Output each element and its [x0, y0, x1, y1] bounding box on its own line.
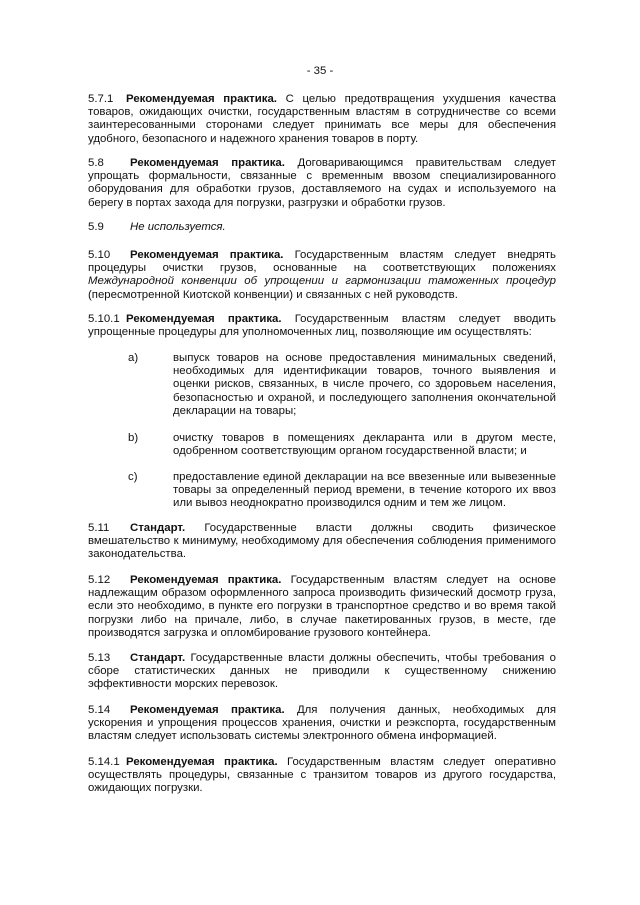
list-item-text: предоставление единой декларации на все ввезенные или вывезенные товары за определенный период времени, в течение которого их ввоз или вывоз неоднократно производился одним и тем же лицом. — [173, 471, 556, 510]
recommended-practice-label: Рекомендуемая практика. — [126, 313, 282, 325]
paragraph-5-8 — [88, 157, 556, 210]
recommended-practice-label: Рекомендуемая практика. — [130, 574, 282, 586]
list-item-text: выпуск товаров на основе предоставления минимальных сведений, необходимых для идентификации товаров, точного выявления и оценки рисков, связанных, в числе прочего, со здоровьем населения, безопасностью и охраной, и последующего заполнения окончательной декларации на товары; — [173, 352, 556, 417]
paragraph-text: (пересмотренной Киотской конвенции) и связанных с ней руководств. — [88, 288, 458, 301]
recommended-practice-label: Рекомендуемая практика. — [130, 249, 284, 261]
paragraph-5-12 — [88, 574, 556, 640]
paragraph-number: 5.14.1 — [88, 756, 120, 768]
paragraph-text: Государственным властям следует на основе надлежащим образом оформленного запроса производить физический досмотр груза, если это необходимо, в пункте его погрузки в транспортное средство и во время такой погрузки либо на причале, либо, в случае пакетированных грузов, в месте, где производятся загрузка и опломбирование грузового контейнера. — [88, 574, 556, 639]
standard-label: Стандарт. — [130, 522, 186, 534]
recommended-practice-label: Рекомендуемая практика. — [126, 93, 277, 105]
paragraph-text: Договаривающимся правительствам следует упрощать формальности, связанные с временным ввозом специализированного оборудования для обработки грузов, доставляемого на судах и используемого на берегу в портах захода для погрузки, разгрузки и обработки грузов. — [88, 157, 556, 209]
paragraph-number: 5.12 — [88, 574, 111, 586]
page-number: - 35 - — [306, 65, 334, 77]
paragraph-text: Государственным властям следует оперативно осуществлять процедуры, связанные с транзитом товаров из другого государства, ожидающих погрузки. — [88, 756, 556, 795]
list-item-label: a) — [128, 352, 139, 364]
paragraph-5-10 — [88, 249, 556, 302]
paragraph-number: 5.10.1 — [88, 313, 120, 325]
list-item-label: b) — [128, 432, 139, 444]
paragraph-number: 5.14 — [88, 704, 111, 716]
paragraph-text: Для получения данных, необходимых для ускорения и упрощения процессов хранения, очистки и реэкспорта, государственным властям следует использовать системы электронного обмена информацией. — [88, 704, 556, 743]
paragraph-text: С целью предотвращения ухудшения качества товаров, ожидающих очистки, государственным властям в сотрудничестве со всеми заинтересованными сторонами следует принимать все меры для обеспечения удобного, безопасного и надежного хранения товаров в порту. — [88, 93, 556, 145]
recommended-practice-label: Рекомендуемая практика. — [130, 704, 285, 716]
paragraph-number: 5.9 — [88, 221, 104, 233]
paragraph-text: Государственные власти должны обеспечить, чтобы требования о сборе статистических данных не приводили к существенному снижению эффективности морских перевозок. — [88, 652, 556, 691]
paragraph-text: Государственным властям следует вводить упрощенные процедуры для уполномоченных лиц, позволяющие им осуществлять: — [88, 313, 556, 339]
paragraph-number: 5.8 — [88, 157, 104, 169]
paragraph-5-14 — [88, 704, 556, 744]
standard-label: Стандарт. — [130, 652, 186, 664]
recommended-practice-label: Рекомендуемая практика. — [130, 157, 285, 169]
paragraph-text: Не используется. — [130, 221, 226, 233]
recommended-practice-label: Рекомендуемая практика. — [126, 756, 278, 768]
paragraph-text: Государственные власти должны сводить физическое вмешательство к минимуму, необходимому для обеспечения соблюдения применимого законодательства. — [88, 522, 556, 561]
paragraph-number: 5.11 — [88, 522, 110, 534]
paragraph-number: 5.7.1 — [88, 93, 114, 105]
paragraph-number: 5.10 — [88, 249, 111, 261]
paragraph-text: Государственным властям следует внедрять процедуры очистки грузов, основанные на соответствующих положениях — [88, 249, 556, 275]
paragraph-5-11 — [88, 522, 556, 562]
paragraph-5-9 — [88, 221, 556, 234]
convention-title: Международной конвенции об упрощении и гармонизации таможенных процедур — [88, 275, 556, 288]
paragraph-5-13 — [88, 652, 556, 692]
list-item-label: c) — [128, 471, 138, 483]
paragraph-5-10-1 — [88, 313, 556, 339]
paragraph-number: 5.13 — [88, 652, 111, 664]
paragraph-5-7-1 — [88, 93, 556, 146]
paragraph-5-14-1 — [88, 756, 556, 796]
list-item-text: очистку товаров в помещениях декларанта или в другом месте, одобренном соответствующим органом государственной власти; и — [173, 432, 556, 458]
